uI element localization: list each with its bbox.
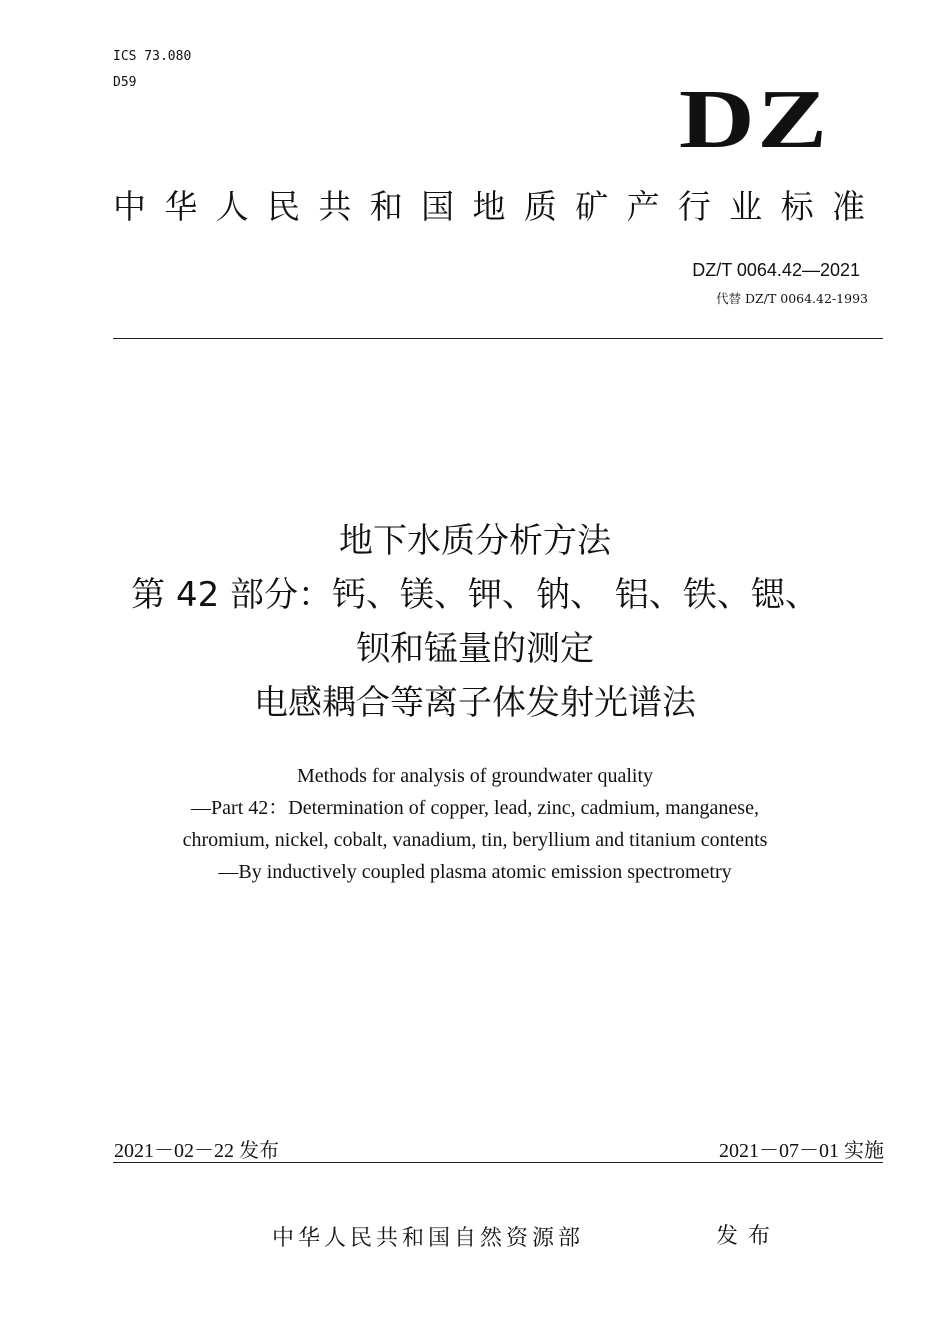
chinese-title — [60, 514, 890, 730]
english-title-line-2: —Part 42：Determination of copper, lead, zinc, cadmium, manganese, — [191, 797, 759, 819]
standard-number: DZ/T 0064.42—2021 — [692, 260, 860, 280]
ics-code: ICS 73.080 — [113, 49, 192, 64]
replaced-standard: 代替 DZ/T 0064.42-1993 — [716, 291, 868, 306]
issuing-authority: 中华人民共和国自然资源部 — [272, 1226, 585, 1251]
issue-label: 发布 — [716, 1224, 781, 1249]
ccs-code: D59 — [113, 75, 137, 90]
english-title-line-4: —By inductively coupled plasma atomic emission spectrometry — [218, 861, 732, 883]
standard-category-title: 中华人民共和国地质矿产行业标准 — [113, 187, 871, 226]
chinese-title-line-2: 第 42 部分：钙、镁、钾、钠、 铝、铁、锶、 — [131, 575, 819, 615]
chinese-title-line-4: 电感耦合等离子体发射光谱法 — [254, 683, 696, 723]
top-divider — [113, 338, 883, 339]
implementation-date: 2021－07－01 实施 — [719, 1140, 884, 1162]
english-title-line-1: Methods for analysis of groundwater quality — [296, 765, 654, 787]
english-title — [60, 760, 890, 888]
chinese-title-line-3: 钡和锰量的测定 — [356, 629, 594, 669]
bottom-divider — [113, 1162, 883, 1163]
issue-date: 2021－02－22 发布 — [114, 1140, 279, 1162]
dz-logo: DZ — [679, 73, 830, 166]
english-title-line-3: chromium, nickel, cobalt, vanadium, tin, beryllium and titanium contents — [182, 829, 768, 851]
chinese-title-line-1: 地下水质分析方法 — [339, 521, 611, 561]
